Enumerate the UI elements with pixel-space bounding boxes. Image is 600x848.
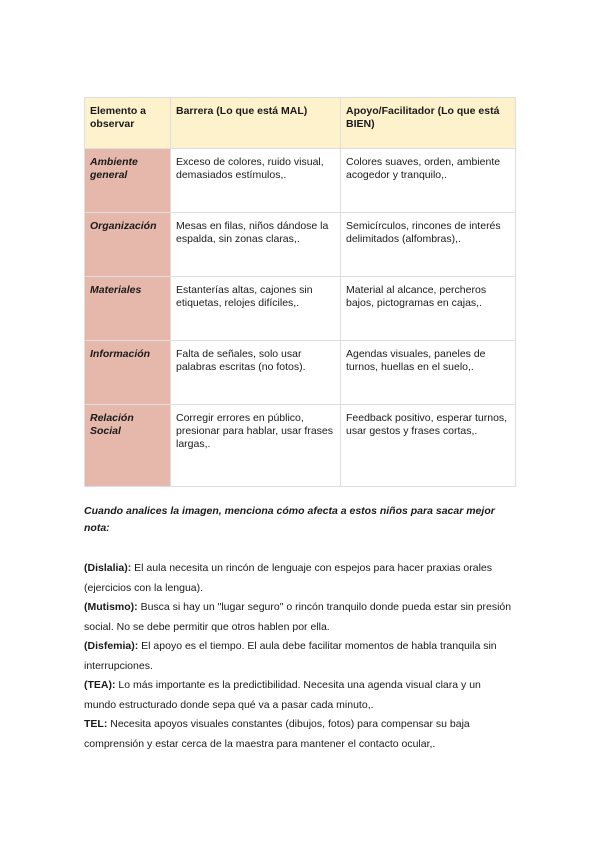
table-row: [85, 277, 516, 341]
intro-instruction: Cuando analices la imagen, menciona cómo afecta a estos niños para sacar mejor nota:: [84, 505, 495, 534]
barrier-cell: Falta de señales, solo usar palabras escritas (no fotos).: [171, 341, 341, 405]
note-tea: [84, 676, 515, 715]
support-cell: Material al alcance, percheros bajos, pictogramas en cajas,.: [341, 277, 516, 341]
support-cell: Colores suaves, orden, ambiente acogedor y tranquilo,.: [341, 149, 516, 213]
row-label: Información: [85, 341, 171, 405]
note-term: (Dislalia):: [84, 562, 132, 574]
barrier-cell: Estanterías altas, cajones sin etiquetas, relojes difíciles,.: [171, 277, 341, 341]
header-barrier: Barrera (Lo que está MAL): [171, 98, 341, 149]
note-term: (TEA):: [84, 679, 116, 691]
note-dislalia: [84, 559, 515, 598]
note-text: Lo más importante es la predictibilidad. Necesita una agenda visual clara y un mundo estructurado donde sepa qué va a pasar cada minuto,.: [84, 679, 481, 711]
barrier-cell: Exceso de colores, ruido visual, demasiados estímulos,.: [171, 149, 341, 213]
note-term: TEL:: [84, 718, 108, 730]
header-support: Apoyo/Facilitador (Lo que está BIEN): [341, 98, 516, 149]
note-term: (Mutismo):: [84, 601, 138, 613]
header-element: Elemento a observar: [85, 98, 171, 149]
barrier-cell: Mesas en filas, niños dándose la espalda, sin zonas claras,.: [171, 213, 341, 277]
table-header-row: [85, 98, 516, 149]
note-tel: [84, 715, 515, 754]
note-text: Necesita apoyos visuales constantes (dibujos, fotos) para compensar su baja comprensión y estar cerca de la maestra para mantener el contacto ocular,.: [84, 718, 470, 750]
support-cell: Feedback positivo, esperar turnos, usar gestos y frases cortas,.: [341, 405, 516, 487]
row-label: Relación Social: [85, 405, 171, 487]
support-cell: Semicírculos, rincones de interés delimitados (alfombras),.: [341, 213, 516, 277]
note-mutismo: [84, 598, 515, 637]
note-term: (Disfemia):: [84, 640, 139, 652]
notes-list: [84, 559, 515, 754]
note-text: El aula necesita un rincón de lenguaje con espejos para hacer praxias orales (ejercicios con la lengua).: [84, 562, 492, 594]
table-row: [85, 149, 516, 213]
support-cell: Agendas visuales, paneles de turnos, huellas en el suelo,.: [341, 341, 516, 405]
note-text: Busca si hay un "lugar seguro" o rincón tranquilo donde pueda estar sin presión social. No se debe permitir que otros hablen por ella.: [84, 601, 512, 633]
table-row: [85, 341, 516, 405]
document-page: [84, 97, 515, 754]
observation-table: [84, 97, 516, 487]
table-row: [85, 213, 516, 277]
row-label: Ambiente general: [85, 149, 171, 213]
row-label: Materiales: [85, 277, 171, 341]
note-disfemia: [84, 637, 515, 676]
table-row: [85, 405, 516, 487]
note-text: El apoyo es el tiempo. El aula debe facilitar momentos de habla tranquila sin interrupciones.: [84, 640, 497, 672]
barrier-cell: Corregir errores en público, presionar para hablar, usar frases largas,.: [171, 405, 341, 487]
row-label: Organización: [85, 213, 171, 277]
